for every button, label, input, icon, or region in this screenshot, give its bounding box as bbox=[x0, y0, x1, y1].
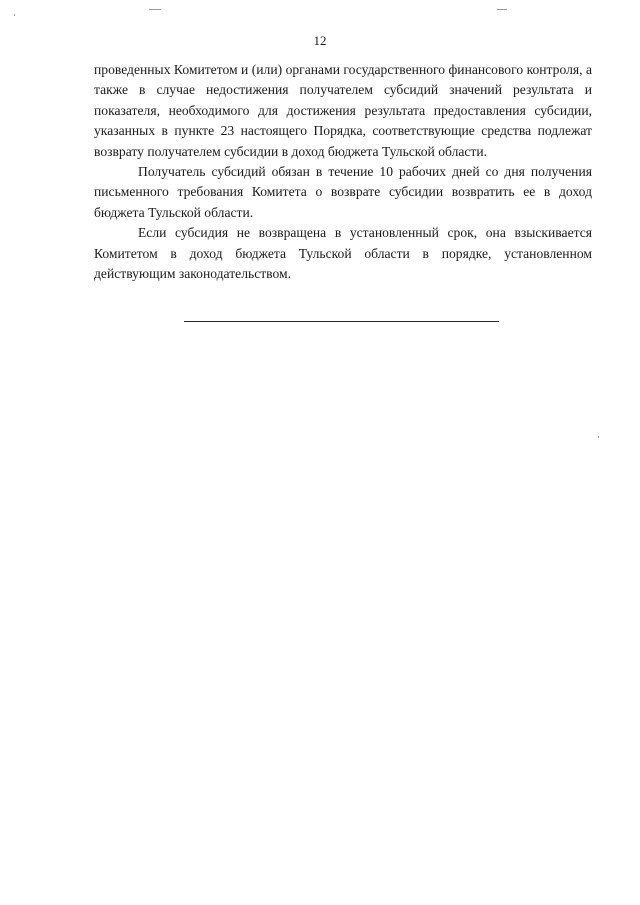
scan-speck bbox=[497, 9, 507, 10]
scan-speck bbox=[149, 9, 161, 10]
paragraph-return-obligation: Получатель субсидий обязан в течение 10 рабочих дней со дня получения письменного требования Комитета о возврате субсидии возвратить ее в доход бюджета Тульской области. bbox=[94, 164, 592, 220]
end-of-document-line bbox=[184, 321, 499, 322]
page-number: 12 bbox=[313, 33, 327, 48]
scan-speck bbox=[14, 14, 15, 16]
paragraph-continuation: проведенных Комитетом и (или) органами государственного финансового контроля, а также в случае недостижения получателем субсидий значений результата и показателя, необходимого для достижения результата предоставления субсидии, указанных в пункте 23 настоящего Порядка, соответствующие средства подлежат возврату получателем субсидии в доход бюджета Тульской области. bbox=[94, 62, 592, 159]
scan-speck bbox=[598, 436, 599, 438]
document-body bbox=[94, 60, 592, 284]
paragraph-recovery: Если субсидия не возвращена в установленный срок, она взыскивается Комитетом в доход бюджета Тульской области в порядке, установленном действующим законодательством. bbox=[94, 225, 592, 282]
